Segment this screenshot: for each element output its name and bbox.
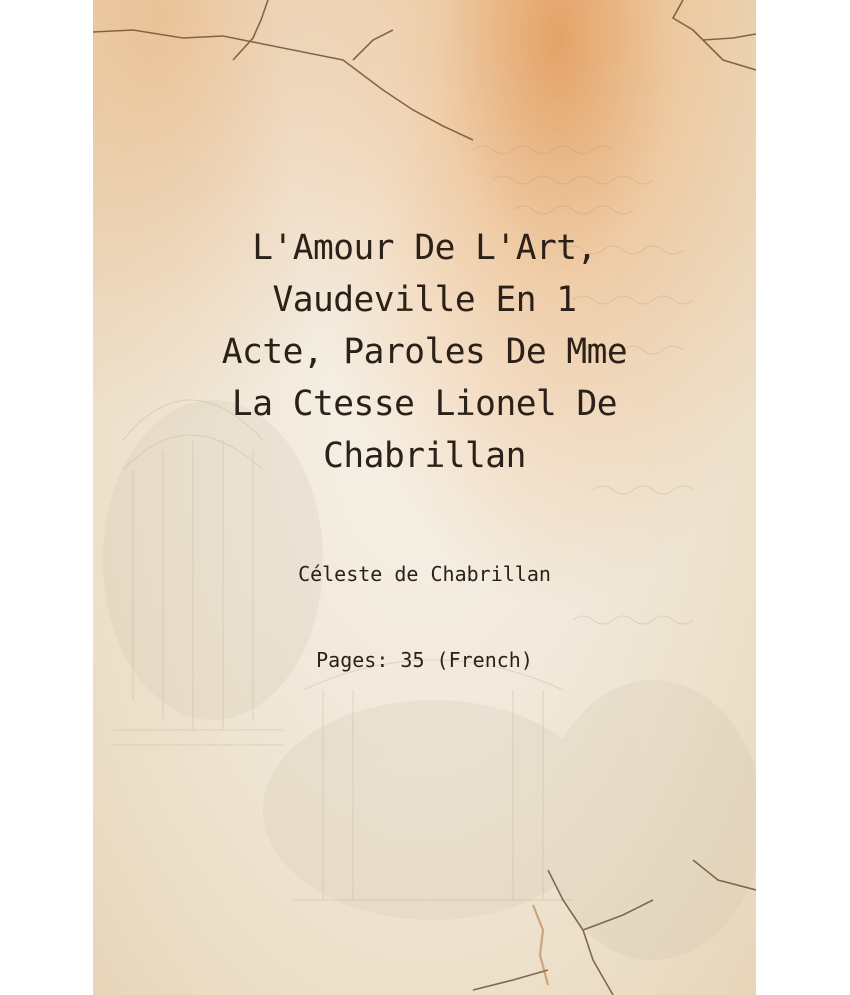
title-line-3: Acte, Paroles De Mme	[221, 332, 628, 372]
book-page-count: Pages: 35 (French)	[316, 648, 533, 672]
book-author: Céleste de Chabrillan	[298, 562, 551, 586]
cover-background-art	[93, 0, 756, 995]
title-line-1: L'Amour De L'Art,	[252, 228, 597, 268]
title-line-5: Chabrillan	[323, 436, 526, 476]
book-cover	[93, 0, 756, 995]
title-line-2: Vaudeville En 1	[272, 280, 577, 320]
book-title	[93, 222, 756, 482]
title-line-4: La Ctesse Lionel De	[231, 384, 618, 424]
